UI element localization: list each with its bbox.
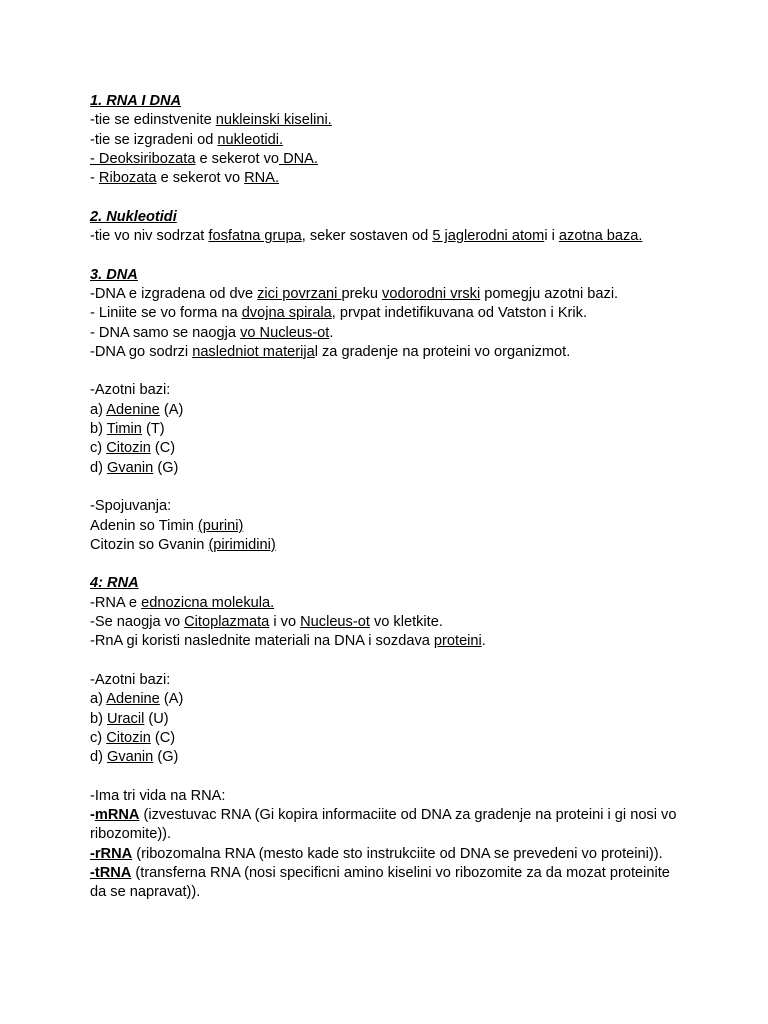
underlined-term: vodorodni vrski [382, 285, 481, 302]
text: d) [90, 459, 108, 476]
text: e sekerot vo [156, 170, 245, 187]
text: preku [341, 285, 383, 302]
text: (A) [159, 401, 184, 418]
dna-base-item [90, 420, 690, 439]
dna-base-item [90, 401, 690, 420]
pairing-item [90, 517, 690, 536]
underlined-term: (purini) [197, 517, 244, 534]
section-4-line-1 [90, 594, 690, 613]
underlined-term: Citoplazmata [184, 614, 270, 631]
section-4-heading: 4: RNA [90, 575, 139, 592]
underlined-term: zici povrzani [257, 285, 342, 302]
text: , prvpat indetifikuvana od Vatston i Krik. [331, 305, 588, 322]
text: (U) [144, 710, 169, 727]
section-2-line-1 [90, 227, 690, 246]
text: Citozin so Gvanin [90, 536, 209, 553]
text: , seker sostaven od [301, 228, 433, 245]
underlined-term: dvojna spirala [241, 305, 332, 322]
section-3-heading: 3. DNA [90, 266, 138, 283]
rna-base-item [90, 729, 690, 748]
spacer [90, 246, 690, 265]
rna-base-item [90, 748, 690, 767]
text: - [90, 806, 95, 823]
text: i vo [269, 614, 301, 631]
text: b) [90, 421, 107, 438]
underlined-term: ednozicna molekula. [141, 594, 275, 611]
text: -DNA e izgradena od dve [90, 285, 258, 302]
underlined-term: Adenine [106, 401, 160, 418]
underlined-term: Uracil [107, 710, 145, 727]
pairing-label: -Spojuvanja: [90, 498, 172, 515]
text: -tie se izgradeni od [90, 131, 218, 148]
underlined-term: fosfatna grupa [208, 228, 302, 245]
text: a) [90, 401, 107, 418]
text: e sekerot vo [195, 150, 280, 167]
section-4-line-3 [90, 632, 690, 651]
section-1-line-2 [90, 131, 690, 150]
dna-base-item [90, 459, 690, 478]
text: . [481, 633, 486, 650]
underlined-term: Citozin [106, 440, 151, 457]
text: (C) [150, 729, 176, 746]
text: (ribozomalna RNA (mesto kade sto instrukciite od DNA se prevedeni vo proteini)). [132, 845, 663, 862]
underlined-term: Gvanin [107, 459, 154, 476]
rna-base-item [90, 710, 690, 729]
pairing-item [90, 536, 690, 555]
text: Adenin so Timin [90, 517, 198, 534]
section-1-line-1 [90, 111, 690, 130]
rna-types-label: -Ima tri vida na RNA: [90, 787, 226, 804]
underlined-term: Ribozata [98, 170, 157, 187]
text: d) [90, 749, 108, 766]
underlined-term: Timin [106, 421, 142, 438]
underlined-term: (pirimidini) [208, 536, 276, 553]
section-1-heading: 1. RNA I DNA [90, 93, 182, 109]
spacer [90, 362, 690, 381]
spacer [90, 767, 690, 786]
bold-term: mRNA [94, 806, 140, 823]
underlined-term: nasledniot materija [192, 343, 315, 360]
text: - [90, 170, 99, 187]
underlined-term: RNA. [244, 170, 280, 187]
underlined-term: nukleotidi. [217, 131, 284, 148]
text: -RNA e [90, 594, 142, 611]
section-2-heading: 2. Nukleotidi [90, 208, 177, 225]
text: a) [90, 691, 107, 708]
rna-type-rrna [90, 845, 690, 864]
text: - DNA samo se naogja [90, 324, 241, 341]
text: -tie se edinstvenite [90, 112, 216, 129]
text: (G) [153, 749, 179, 766]
underlined-term: nukleinski kiselini. [215, 112, 332, 129]
spacer [90, 188, 690, 207]
text: -DNA go sodrzi [90, 343, 193, 360]
text: (T) [141, 421, 165, 438]
spacer [90, 478, 690, 497]
rna-base-item [90, 690, 690, 709]
underlined-term: Citozin [106, 729, 151, 746]
underlined-term: 5 jaglerodni atom [432, 228, 545, 245]
text: -tie vo niv sodrzat [90, 228, 209, 245]
text: pomegju azotni bazi. [480, 285, 619, 302]
text: -RnA gi koristi naslednite materiali na DNA i sozdava [90, 633, 434, 650]
text: i i [544, 228, 559, 245]
spacer [90, 555, 690, 574]
text: . [329, 324, 334, 341]
rna-type-trna [90, 864, 690, 903]
underlined-term: proteini [433, 633, 482, 650]
section-3-line-2 [90, 304, 690, 323]
underlined-term: Gvanin [107, 749, 154, 766]
spacer [90, 652, 690, 671]
text: b) [90, 710, 108, 727]
bold-term: -tRNA [90, 864, 132, 881]
underlined-term: Adenine [106, 691, 160, 708]
section-3-line-4 [90, 343, 690, 362]
underlined-term: azotna baza. [558, 228, 643, 245]
underlined-term: - Deoksiribozata [90, 150, 196, 167]
text: (C) [150, 440, 176, 457]
text: -Se naogja vo [90, 614, 185, 631]
section-3-line-3 [90, 324, 690, 343]
dna-bases-label: -Azotni bazi: [90, 382, 171, 399]
text: vo kletkite. [369, 614, 443, 631]
section-4-line-2 [90, 613, 690, 632]
text: (A) [159, 691, 184, 708]
section-1-line-4 [90, 169, 690, 188]
section-1-line-3 [90, 150, 690, 169]
text: (izvestuvac RNA (Gi kopira informaciite od DNA za gradenje na proteini i gi nosi vo ribozomite)). [90, 806, 677, 843]
rna-bases-label: -Azotni bazi: [90, 671, 171, 688]
underlined-term: vo Nucleus-ot [240, 324, 330, 341]
underlined-term: Nucleus-ot [300, 614, 370, 631]
bold-term: -rRNA [90, 845, 133, 862]
underlined-term: DNA. [279, 150, 318, 167]
text: (G) [153, 459, 179, 476]
text: c) [90, 729, 107, 746]
text: - Liniite se vo forma na [90, 305, 242, 322]
text: (transferna RNA (nosi specificni amino kiselini vo ribozomite za da mozat proteinite da se napravat)). [90, 864, 670, 901]
text: l za gradenje na proteini vo organizmot. [314, 343, 571, 360]
section-3-line-1 [90, 285, 690, 304]
text: c) [90, 440, 107, 457]
dna-base-item [90, 439, 690, 458]
document-page [90, 92, 690, 902]
rna-type-mrna [90, 806, 690, 845]
